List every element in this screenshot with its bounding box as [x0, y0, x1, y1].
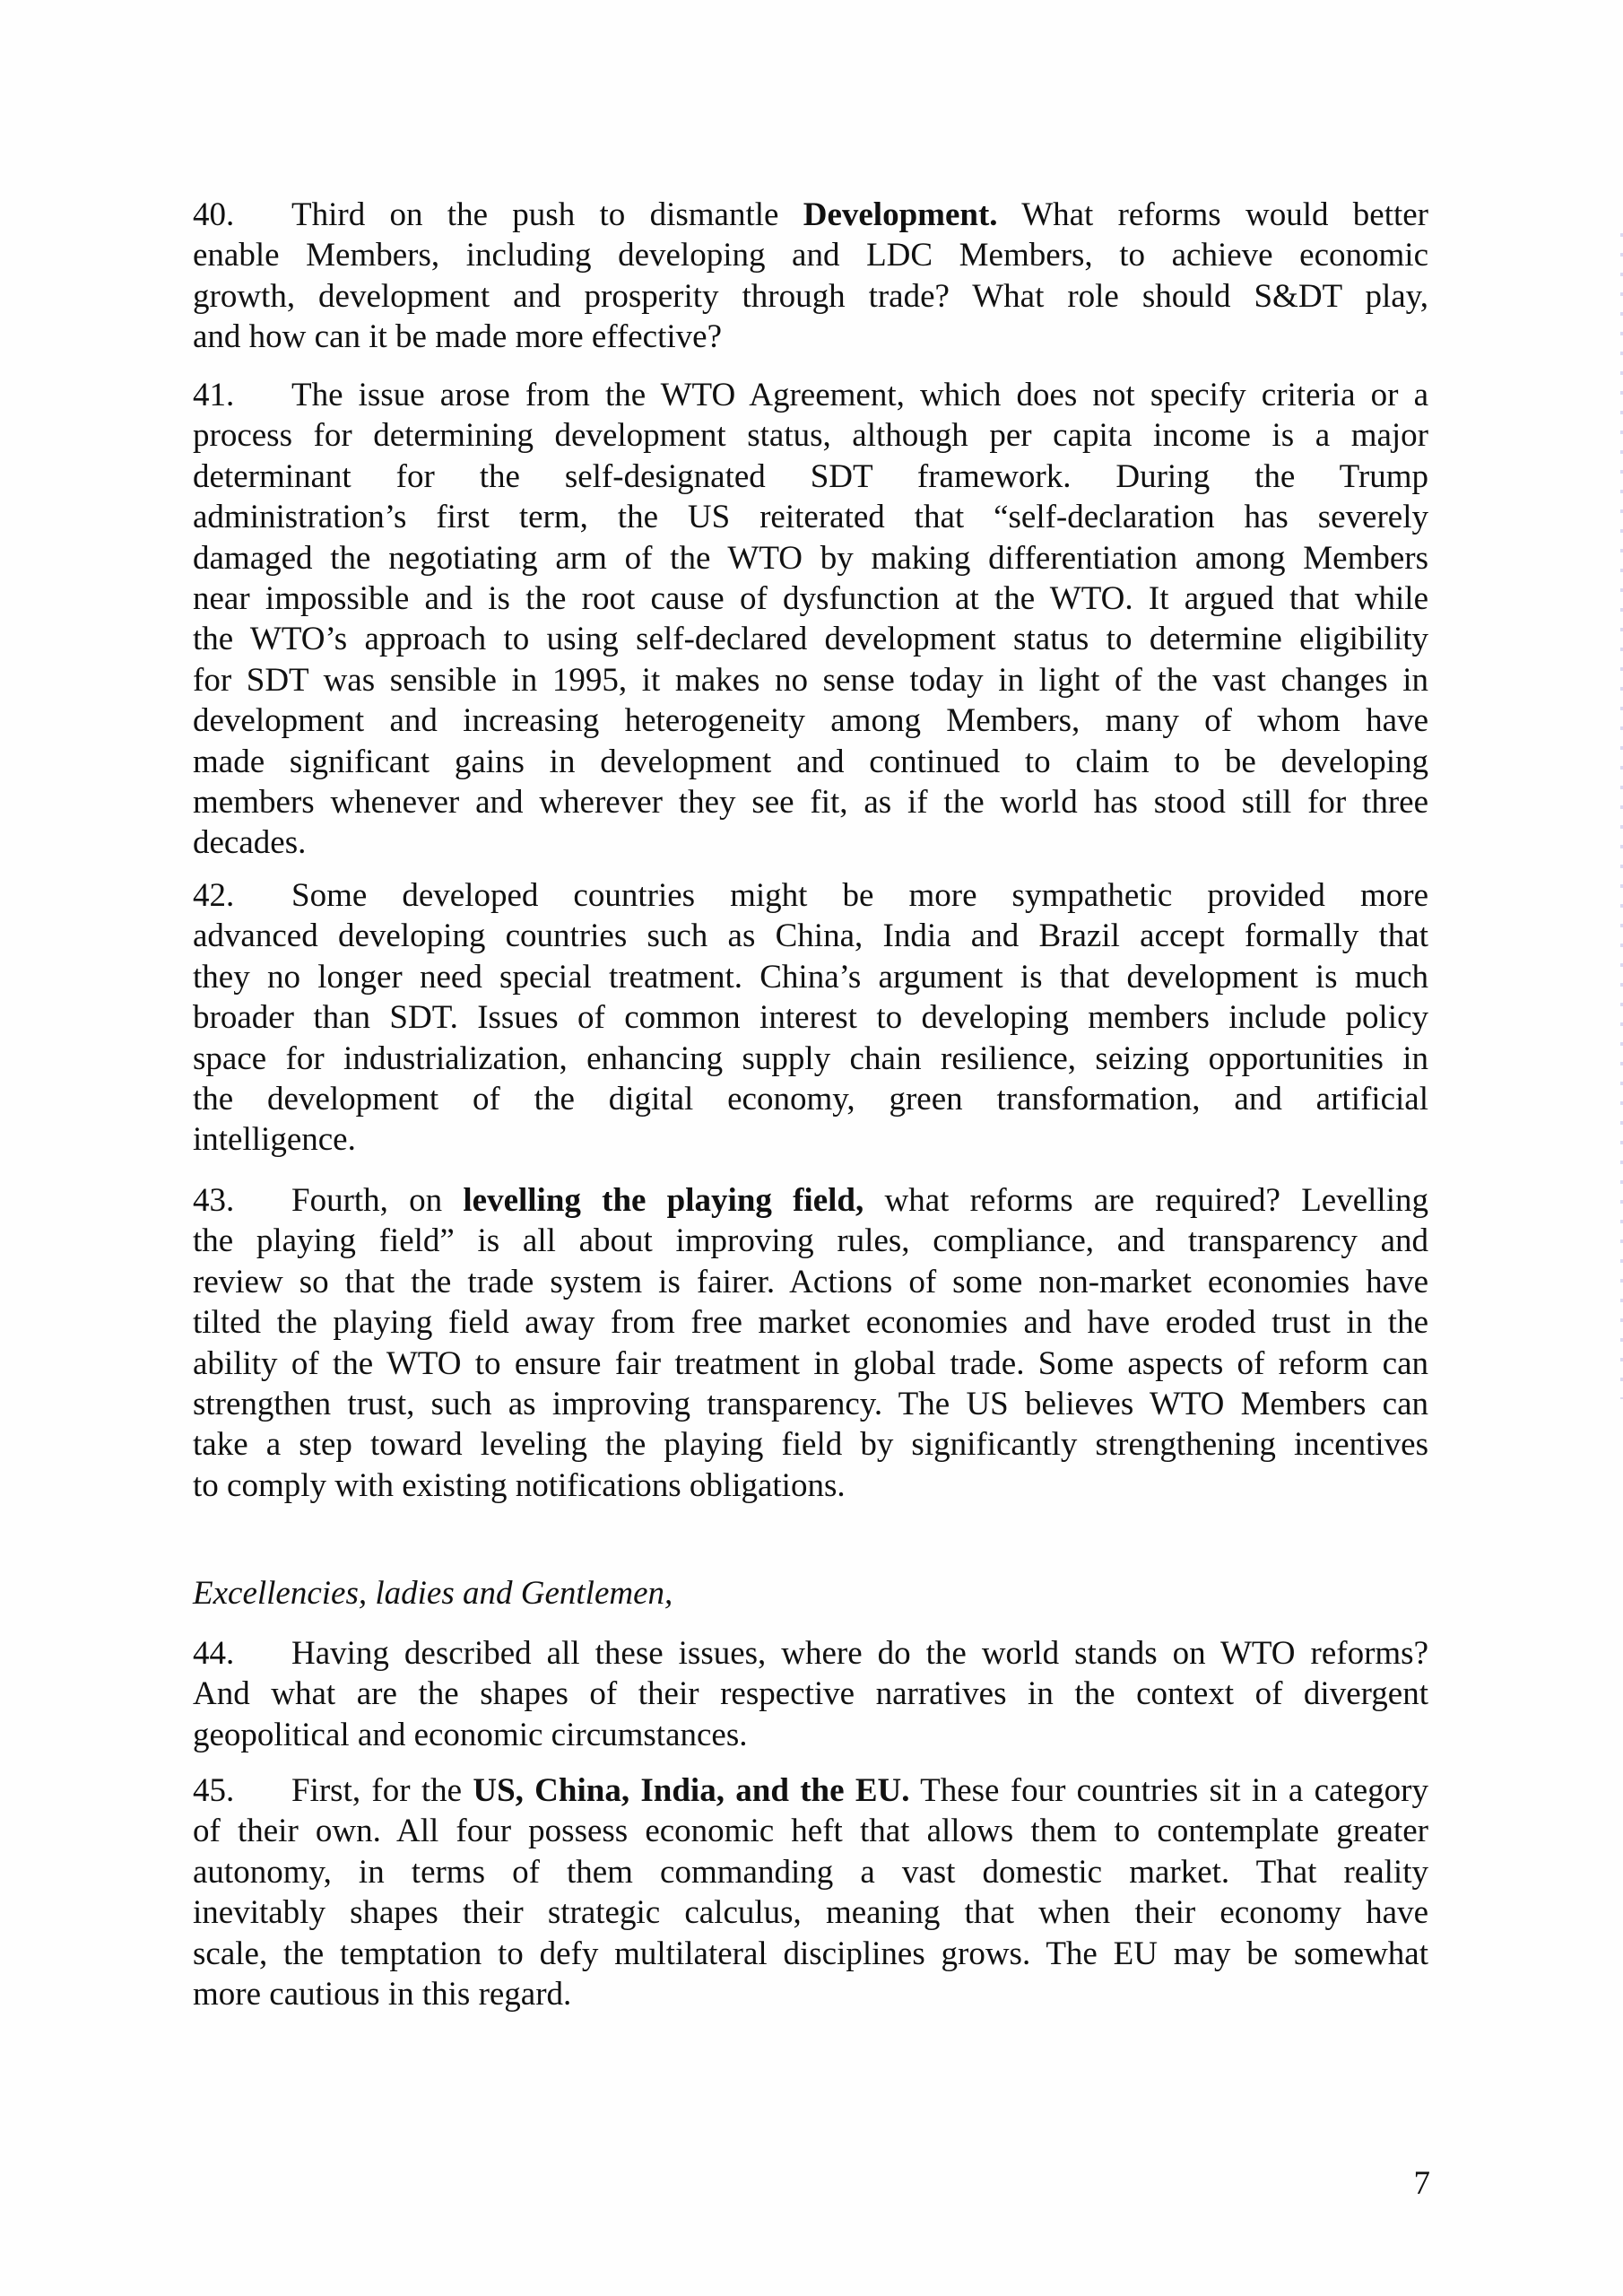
- paragraph-line: inevitably shapes their strategic calculus, meaning that when their economy have: [193, 1894, 1428, 1932]
- paragraph-line: for SDT was sensible in 1995, it makes no sense today in light of the vast changes in: [193, 661, 1428, 699]
- paragraph-number: 42.: [193, 877, 235, 914]
- paragraph-line: damaged the negotiating arm of the WTO by making differentiation among Members: [193, 539, 1428, 577]
- paragraph-line: the WTO’s approach to using self-declared development status to determine eligibility: [193, 621, 1428, 658]
- bold-term: Development.: [803, 196, 998, 233]
- paragraph-line: scale, the temptation to defy multilateral disciplines grows. The EU may be somewhat: [193, 1935, 1428, 1972]
- paragraph-line: autonomy, in terms of them commanding a vast domestic market. That reality: [193, 1853, 1428, 1891]
- paragraph-line: space for industrialization, enhancing supply chain resilience, seizing opportunities in: [193, 1039, 1428, 1077]
- paragraph-line: they no longer need special treatment. China’s argument is that development is much: [193, 958, 1428, 996]
- paragraph-number: 43.: [193, 1182, 235, 1219]
- page-number: 7: [1413, 2165, 1430, 2202]
- paragraph-line: administration’s first term, the US reiterated that “self-declaration has severely: [193, 499, 1428, 536]
- salutation: [193, 1573, 1428, 1613]
- paragraph-line: intelligence.: [193, 1121, 356, 1159]
- paragraph-line: 41. The issue arose from the WTO Agreement, which does not specify criteria or a: [193, 375, 1428, 415]
- paragraph-line: geopolitical and economic circumstances.: [193, 1716, 748, 1753]
- paragraph-line: process for determining development status, although per capita income is a major: [193, 417, 1428, 455]
- paragraph-line: broader than SDT. Issues of common interest to developing members include policy: [193, 999, 1428, 1037]
- paragraph-line: to comply with existing notifications obligations.: [193, 1466, 846, 1504]
- paragraph-line: growth, development and prosperity through trade? What role should S&DT play,: [193, 277, 1428, 315]
- paragraph-line: of their own. All four possess economic heft that allows them to contemplate greater: [193, 1813, 1428, 1850]
- paragraph-line: near impossible and is the root cause of dysfunction at the WTO. It argued that while: [193, 579, 1428, 617]
- paragraph-line: made significant gains in development and continued to claim to be developing: [193, 743, 1428, 780]
- paragraph-42: [193, 875, 1428, 1161]
- paragraph-line: 45. First, for the US, China, India, and the EU. These four countries sit in a category: [193, 1770, 1428, 1811]
- paragraph-line: ability of the WTO to ensure fair treatment in global trade. Some aspects of reform can: [193, 1344, 1428, 1382]
- paragraph-line: and how can it be made more effective?: [193, 318, 723, 356]
- paragraph-line: development and increasing heterogeneity among Members, many of whom have: [193, 702, 1428, 740]
- paragraph-44: [193, 1633, 1428, 1755]
- paragraph-line: decades.: [193, 824, 307, 862]
- paragraph-45: [193, 1770, 1428, 2014]
- paragraph-line: 40. Third on the push to dismantle Development. What reforms would better: [193, 195, 1428, 235]
- paragraph-line: 43. Fourth, on levelling the playing field, what reforms are required? Levelling: [193, 1180, 1428, 1221]
- paragraph-line: advanced developing countries such as China, India and Brazil accept formally that: [193, 918, 1428, 955]
- paragraph-line: the development of the digital economy, green transformation, and artificial: [193, 1080, 1428, 1118]
- paragraph-number: 45.: [193, 1772, 235, 1809]
- paragraph-line: members whenever and wherever they see fit, as if the world has stood still for three: [193, 783, 1428, 821]
- paragraph-line: determinant for the self-designated SDT framework. During the Trump: [193, 457, 1428, 495]
- paragraph-line: enable Members, including developing and LDC Members, to achieve economic: [193, 237, 1428, 274]
- paragraph-line: the playing field” is all about improving rules, compliance, and transparency and: [193, 1222, 1428, 1260]
- paragraph-line: more cautious in this regard.: [193, 1975, 572, 2013]
- bold-term: levelling the playing field,: [463, 1182, 864, 1219]
- paragraph-line: tilted the playing field away from free market economies and have eroded trust in the: [193, 1304, 1428, 1342]
- paragraph-line: strengthen trust, such as improving transparency. The US believes WTO Members can: [193, 1385, 1428, 1422]
- paragraph-line: And what are the shapes of their respective narratives in the context of divergent: [193, 1675, 1428, 1713]
- paragraph-40: [193, 195, 1428, 358]
- paragraph-line: 44. Having described all these issues, where do the world stands on WTO reforms?: [193, 1633, 1428, 1674]
- paragraph-number: 41.: [193, 377, 235, 413]
- paragraph-line: review so that the trade system is fairer. Actions of some non-market economies have: [193, 1263, 1428, 1300]
- bold-term: US, China, India, and the EU.: [473, 1772, 910, 1809]
- paragraph-43: [193, 1180, 1428, 1506]
- paragraph-number: 40.: [193, 196, 235, 233]
- paragraph-line: 42. Some developed countries might be more sympathetic provided more: [193, 875, 1428, 916]
- paragraph-number: 44.: [193, 1635, 235, 1672]
- paragraph-41: [193, 375, 1428, 864]
- salutation-text: Excellencies, ladies and Gentlemen,: [193, 1575, 673, 1612]
- paragraph-line: take a step toward leveling the playing field by significantly strengthening incentives: [193, 1426, 1428, 1464]
